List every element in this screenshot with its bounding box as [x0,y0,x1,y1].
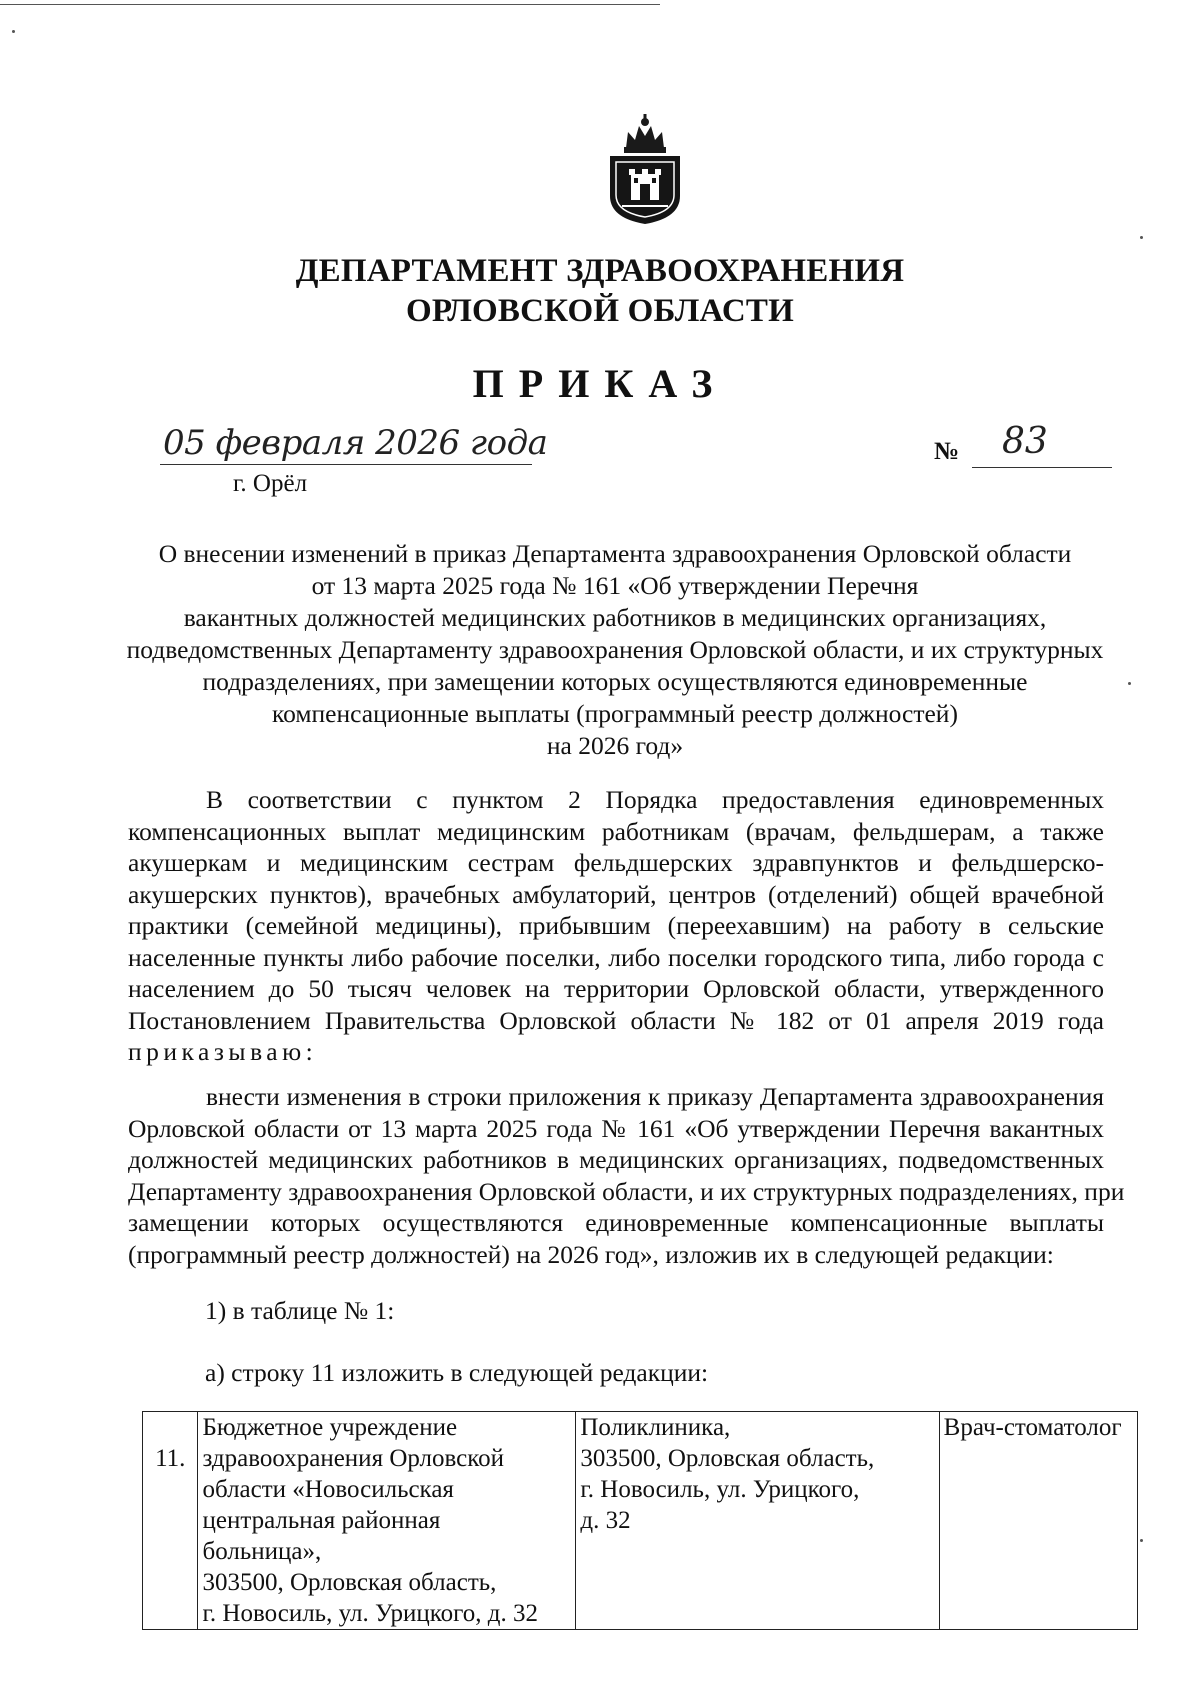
organization-cell [198,1412,576,1630]
paragraph-line: компенсационных выплат медицинским работникам (врачам, фельдшерам, а также [128,816,1104,846]
coat-of-arms-emblem [604,114,686,226]
paragraph-line: акушерских пунктов), врачебных амбулаторий, центров (отделений) общей врачебной [128,879,1104,909]
title-line: вакантных должностей медицинских работников в медицинских организациях, [183,603,1047,632]
organization-line: области «Новосильская [202,1476,454,1503]
document-type-title: ПРИКАЗ [472,361,728,406]
scan-speck [1140,1539,1143,1542]
paragraph-line: акушеркам и медицинским сестрам фельдшерских здравпунктов и фельдшерско- [128,848,1104,877]
department-name-line1: ДЕПАРТАМЕНТ ЗДРАВООХРАНЕНИЯ [295,253,905,289]
paragraph-line: Департаменту здравоохранения Орловской области, и их структурных подразделениях, при [128,1176,1125,1206]
scan-speck [12,30,15,33]
organization-line: больница», [202,1538,322,1565]
paragraph-line: должностей медицинских работников в медицинских организациях, подведомственных [128,1145,1104,1174]
title-line: компенсационные выплаты (программный реестр должностей) [272,699,958,728]
division-cell [576,1412,939,1630]
handwritten-date: 05 февраля 2026 года [163,423,548,463]
title-line: подразделениях, при замещении которых осуществляются единовременные [202,667,1028,696]
scan-speck [1128,682,1131,685]
organization-line: г. Новосиль, ул. Урицкого, д. 32 [202,1600,538,1627]
title-line: подведомственных Департаменту здравоохранения Орловской области, и их структурных [126,635,1104,664]
item-table-1: 1) в таблице № 1: [205,1296,395,1325]
paragraph-line: Орловской области от 13 марта 2025 года № 161 «Об утверждении Перечня вакантных [128,1113,1104,1143]
scan-edge-line [0,4,660,5]
title-line: от 13 марта 2025 года № 161 «Об утверждении Перечня [311,571,919,600]
paragraph-line: Постановлением Правительства Орловской области № 182 от 01 апреля 2019 года [128,1005,1104,1035]
paragraph-line: населенные пункты либо рабочие поселки, либо поселки городского типа, либо города с [128,942,1104,972]
title-line: О внесении изменений в приказ Департамента здравоохранения Орловской области [158,539,1072,568]
table-row [143,1412,1138,1630]
preamble-paragraph [128,784,1104,1068]
handwritten-number: 83 [1002,421,1048,462]
organization-line: 303500, Орловская область, [202,1569,497,1596]
title-line: на 2026 год» [546,731,684,760]
item-row-11: а) строку 11 изложить в следующей редакции: [205,1358,709,1387]
number-label: № [934,438,960,465]
organization-line: Бюджетное учреждение [202,1414,458,1441]
row-number-cell: 11. [143,1412,198,1630]
department-name-line2: ОРЛОВСКОЙ ОБЛАСТИ [405,293,795,329]
number-underline [972,467,1112,468]
paragraph-line: замещении которых осуществляются единовременные компенсационные выплаты [128,1208,1104,1237]
directive-paragraph [128,1081,1125,1270]
paragraph-line: В соответствии с пунктом 2 Порядка предоставления единовременных [206,785,1104,814]
division-line: г. Новосиль, ул. Урицкого, [580,1476,860,1503]
organization-line: здравоохранения Орловской [202,1445,505,1472]
city-label: г. Орёл [233,470,308,497]
scan-speck [1140,236,1143,239]
order-word: приказываю: [128,1037,318,1066]
paragraph-line: практики (семейной медицины), прибывшим (переехавшим) на работу в сельские [128,911,1104,940]
paragraph-line: (программный реестр должностей) на 2026 год», изложив их в следующей редакции: [128,1239,1054,1269]
replacement-row-table [142,1411,1138,1630]
organization-line: центральная районная [202,1507,441,1534]
division-line: д. 32 [580,1507,631,1534]
division-line: 303500, Орловская область, [580,1445,875,1472]
division-line: Поликлиника, [580,1414,731,1441]
paragraph-line: населением до 50 тысяч человек на территории Орловской области, утвержденного [128,974,1104,1003]
date-underline [160,464,532,465]
position-cell: Врач-стоматолог [939,1412,1137,1630]
order-title [120,538,1110,762]
paragraph-line: внести изменения в строки приложения к приказу Департамента здравоохранения [206,1082,1104,1111]
